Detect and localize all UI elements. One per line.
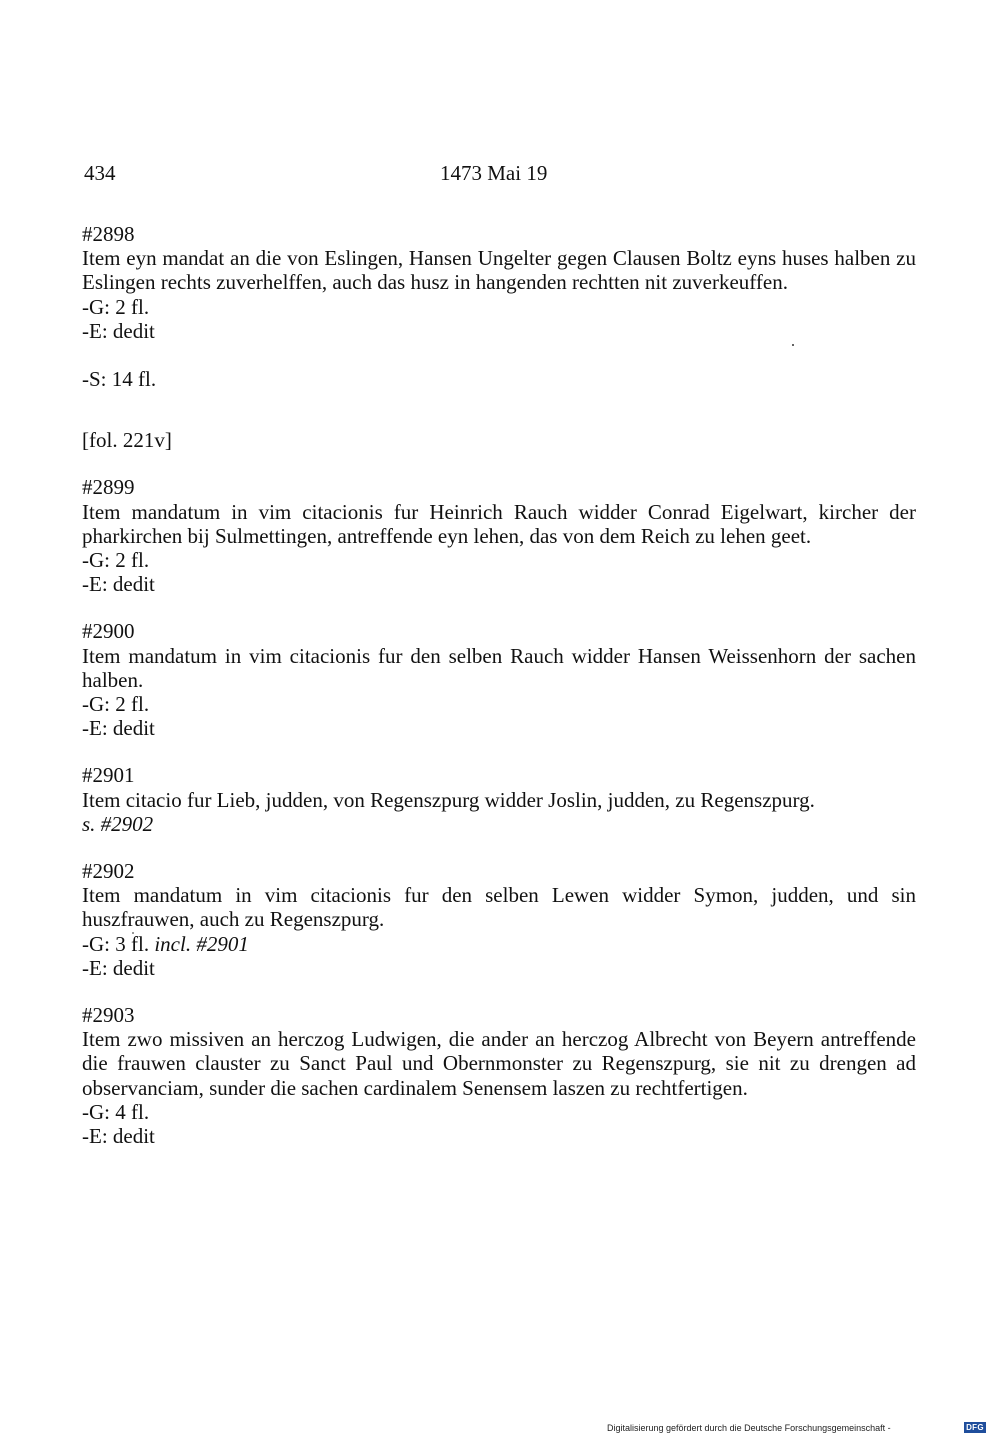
- digitization-credit: Digitalisierung gefördert durch die Deutsche Forschungsgemeinschaft -: [607, 1423, 891, 1433]
- entry-2901: [82, 763, 916, 836]
- entry-text: Item eyn mandat an die von Eslingen, Hansen Ungelter gegen Clausen Boltz eyns huses halben zu Eslingen rechts zuverhelffen, auch das husz in hangenden rechtten nit zuverkeuffen.: [82, 246, 916, 295]
- fee-g: -G: 2 fl.: [82, 692, 150, 717]
- fee-e: -E: dedit: [82, 318, 155, 343]
- fee-e: -E: dedit: [82, 716, 155, 741]
- entry-text: Item mandatum in vim citacionis fur den selben Rauch widder Hansen Weissenhorn der sachen halben.: [82, 643, 916, 692]
- entry-number: #2900: [82, 619, 135, 644]
- entry-number: #2901: [82, 763, 135, 788]
- fee-e: -E: dedit: [82, 955, 155, 980]
- fee-g-note: incl. #2901: [154, 931, 249, 956]
- fee-g: -G: 2 fl.: [82, 548, 150, 573]
- entry-2900: [82, 619, 916, 740]
- entry-text: Item mandatum in vim citacionis fur Heinrich Rauch widder Conrad Eigelwart, kircher der pharkirchen bij Sulmettingen, antreffende eyn lehen, das von dem Reich zu lehen geet.: [82, 499, 916, 548]
- entry-text: Item mandatum in vim citacionis fur den selben Lewen widder Symon, judden, und sin huszfrauwen, auch zu Regenszpurg.: [82, 883, 916, 932]
- running-head: 1473 Mai 19: [440, 161, 548, 185]
- entry-text: Item zwo missiven an herczog Ludwigen, die ander an herczog Albrecht von Beyern antreffende die frauwen clauster zu Sanct Paul und Obernmonster zu Regenszpurg, sie nit zu drengen ad observanciam, sunder die sachen cardinalem Senensem laszen zu rechtfertigen.: [82, 1027, 916, 1100]
- entry-number: #2898: [82, 222, 135, 246]
- fee-e: -E: dedit: [82, 1124, 155, 1149]
- fee-g-amount: -G: 3 fl.: [82, 931, 150, 956]
- entry-2898: [82, 222, 916, 391]
- entry-2899: [82, 475, 916, 596]
- folio-marker: [fol. 221v]: [82, 428, 172, 453]
- fee-e: -E: dedit: [82, 572, 155, 597]
- fee-g: -G: 4 fl.: [82, 1099, 150, 1124]
- page-number: 434: [84, 161, 116, 185]
- entry-2903: [82, 1003, 916, 1148]
- document-body: [82, 222, 916, 1148]
- fee-g: [82, 932, 916, 956]
- dfg-logo: DFG: [964, 1422, 986, 1433]
- entry-text: Item citacio fur Lieb, judden, von Regenszpurg widder Joslin, judden, zu Regenszpurg.: [82, 787, 815, 812]
- entry-number: #2899: [82, 475, 135, 500]
- entry-2902: [82, 859, 916, 980]
- entry-number: #2903: [82, 1003, 135, 1028]
- fee-g: -G: 2 fl.: [82, 294, 150, 319]
- cross-reference: s. #2902: [82, 811, 154, 836]
- entry-number: #2902: [82, 859, 135, 884]
- fee-s: -S: 14 fl.: [82, 367, 157, 392]
